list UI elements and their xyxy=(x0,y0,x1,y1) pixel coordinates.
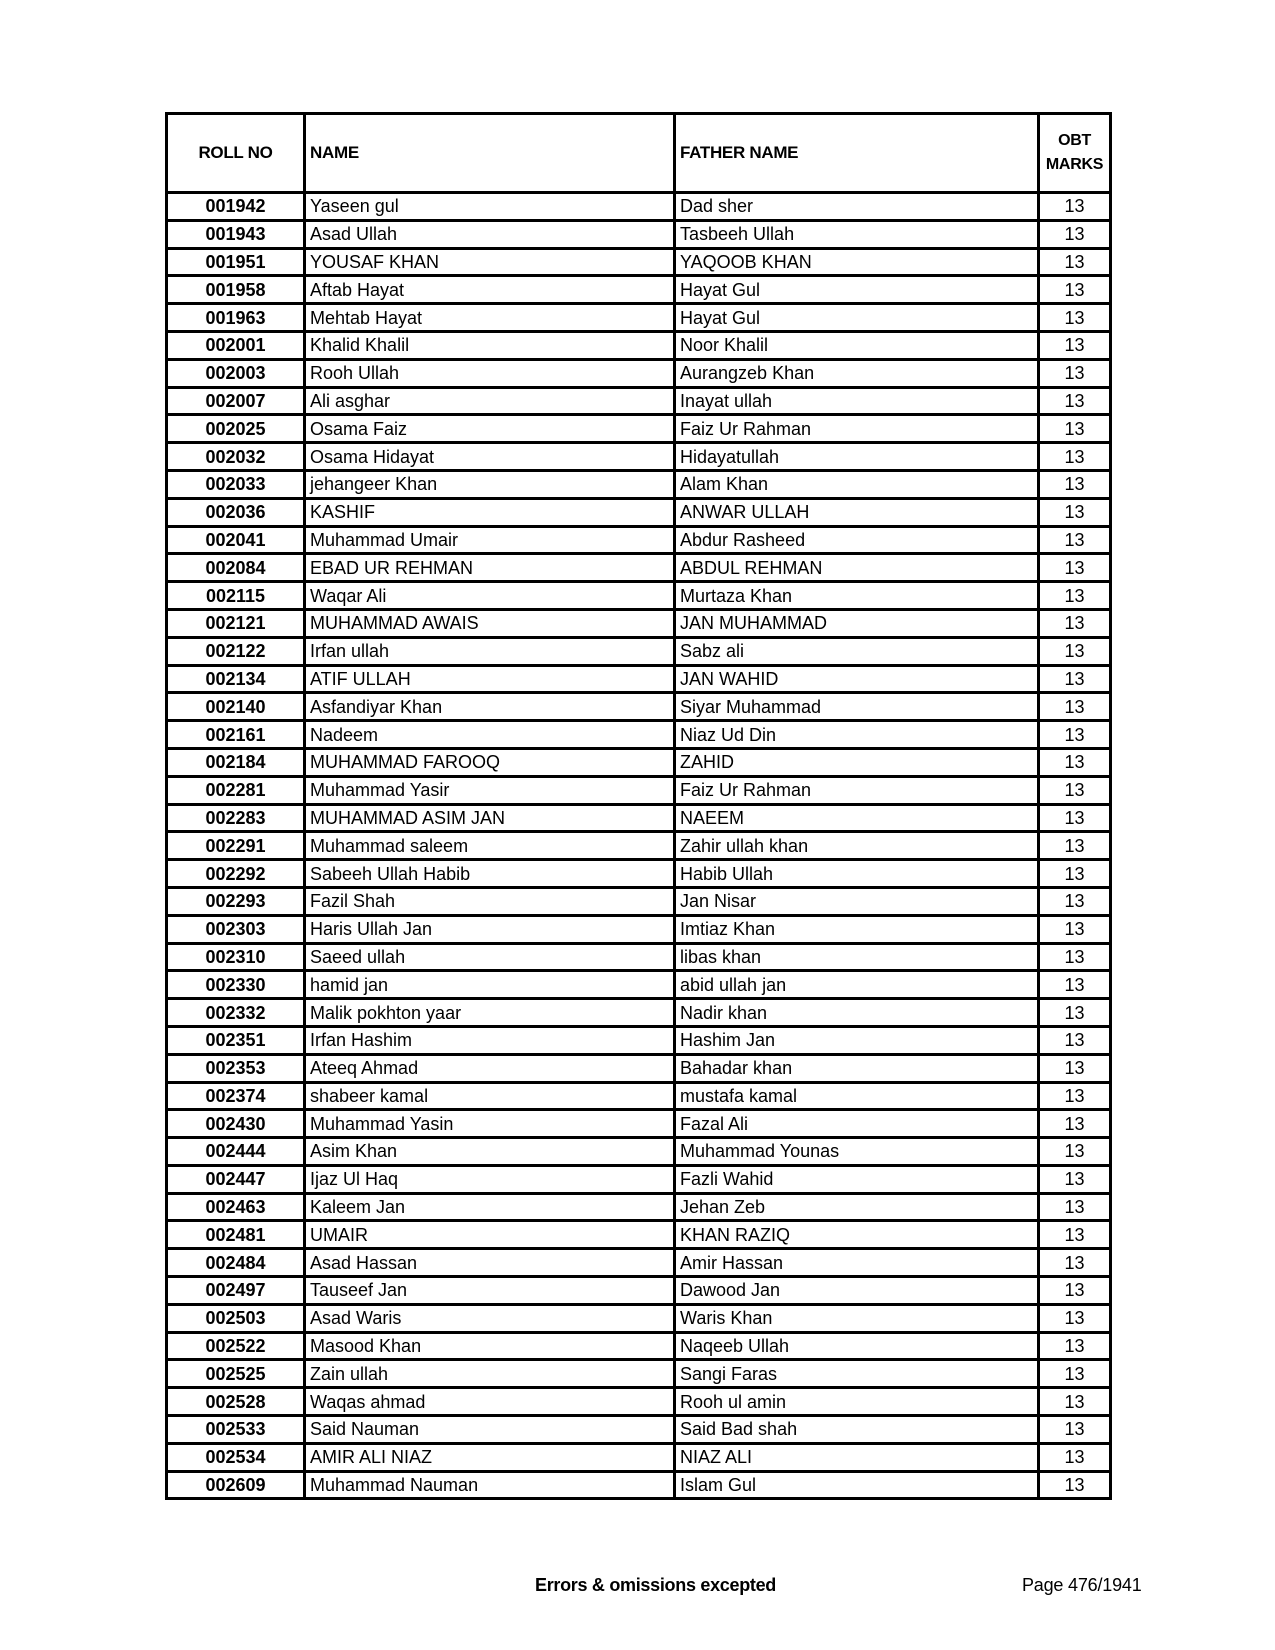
roll-no-cell: 002609 xyxy=(167,1471,305,1499)
roll-no-cell: 002351 xyxy=(167,1026,305,1054)
roll-no-cell: 002484 xyxy=(167,1249,305,1277)
father-name-cell: NAEEM xyxy=(675,804,1039,832)
father-name-cell: Rooh ul amin xyxy=(675,1388,1039,1416)
table-row xyxy=(167,1082,1111,1110)
father-name-cell: abid ullah jan xyxy=(675,971,1039,999)
table-row xyxy=(167,1221,1111,1249)
table-row xyxy=(167,1026,1111,1054)
marks-cell: 13 xyxy=(1039,776,1111,804)
roll-no-cell: 002036 xyxy=(167,498,305,526)
table-row xyxy=(167,1471,1111,1499)
name-cell: Kaleem Jan xyxy=(305,1193,675,1221)
name-cell: Yaseen gul xyxy=(305,193,675,221)
name-cell: Mehtab Hayat xyxy=(305,304,675,332)
father-name-cell: Aurangzeb Khan xyxy=(675,359,1039,387)
father-name-cell: Hayat Gul xyxy=(675,304,1039,332)
father-name-cell: Noor Khalil xyxy=(675,331,1039,359)
roll-no-cell: 002303 xyxy=(167,915,305,943)
name-cell: Aftab Hayat xyxy=(305,276,675,304)
roll-no-cell: 002140 xyxy=(167,693,305,721)
marks-cell: 13 xyxy=(1039,1443,1111,1471)
father-name-cell: Jehan Zeb xyxy=(675,1193,1039,1221)
table-row xyxy=(167,999,1111,1027)
marks-cell: 13 xyxy=(1039,387,1111,415)
father-name-cell: Fazal Ali xyxy=(675,1110,1039,1138)
father-name-cell: Tasbeeh Ullah xyxy=(675,220,1039,248)
name-cell: Asad Hassan xyxy=(305,1249,675,1277)
father-name-cell: Fazli Wahid xyxy=(675,1165,1039,1193)
name-cell: AMIR ALI NIAZ xyxy=(305,1443,675,1471)
table-row xyxy=(167,776,1111,804)
father-name-cell: Dawood Jan xyxy=(675,1277,1039,1305)
name-cell: MUHAMMAD FAROOQ xyxy=(305,748,675,776)
table-row xyxy=(167,331,1111,359)
header-roll-no: ROLL NO xyxy=(167,114,305,193)
roll-no-cell: 002503 xyxy=(167,1304,305,1332)
father-name-cell: Amir Hassan xyxy=(675,1249,1039,1277)
name-cell: Fazil Shah xyxy=(305,887,675,915)
table-row xyxy=(167,1054,1111,1082)
name-cell: Asad Waris xyxy=(305,1304,675,1332)
marks-cell: 13 xyxy=(1039,1388,1111,1416)
marks-cell: 13 xyxy=(1039,860,1111,888)
roll-no-cell: 002481 xyxy=(167,1221,305,1249)
father-name-cell: Sabz ali xyxy=(675,637,1039,665)
name-cell: Saeed ullah xyxy=(305,943,675,971)
roll-no-cell: 002007 xyxy=(167,387,305,415)
marks-cell: 13 xyxy=(1039,1277,1111,1305)
father-name-cell: JAN MUHAMMAD xyxy=(675,609,1039,637)
roll-no-cell: 001951 xyxy=(167,248,305,276)
marks-cell: 13 xyxy=(1039,1138,1111,1166)
father-name-cell: NIAZ ALI xyxy=(675,1443,1039,1471)
father-name-cell: Niaz Ud Din xyxy=(675,721,1039,749)
table-row xyxy=(167,1360,1111,1388)
table-row xyxy=(167,804,1111,832)
roll-no-cell: 002525 xyxy=(167,1360,305,1388)
name-cell: Zain ullah xyxy=(305,1360,675,1388)
father-name-cell: ANWAR ULLAH xyxy=(675,498,1039,526)
table-row xyxy=(167,498,1111,526)
marks-cell: 13 xyxy=(1039,193,1111,221)
roll-no-cell: 001942 xyxy=(167,193,305,221)
table-row xyxy=(167,248,1111,276)
roll-no-cell: 002497 xyxy=(167,1277,305,1305)
name-cell: MUHAMMAD AWAIS xyxy=(305,609,675,637)
name-cell: shabeer kamal xyxy=(305,1082,675,1110)
roll-no-cell: 002134 xyxy=(167,665,305,693)
marks-cell: 13 xyxy=(1039,971,1111,999)
father-name-cell: JAN WAHID xyxy=(675,665,1039,693)
name-cell: KASHIF xyxy=(305,498,675,526)
roll-no-cell: 002332 xyxy=(167,999,305,1027)
roll-no-cell: 002033 xyxy=(167,470,305,498)
header-obt-marks-line2: MARKS xyxy=(1045,156,1104,173)
roll-no-cell: 002291 xyxy=(167,832,305,860)
name-cell: jehangeer Khan xyxy=(305,470,675,498)
name-cell: Muhammad Umair xyxy=(305,526,675,554)
marks-cell: 13 xyxy=(1039,1082,1111,1110)
name-cell: Ali asghar xyxy=(305,387,675,415)
roll-no-cell: 002374 xyxy=(167,1082,305,1110)
marks-cell: 13 xyxy=(1039,582,1111,610)
table-row xyxy=(167,887,1111,915)
roll-no-cell: 002430 xyxy=(167,1110,305,1138)
table-body xyxy=(167,193,1111,1499)
marks-cell: 13 xyxy=(1039,443,1111,471)
marks-cell: 13 xyxy=(1039,498,1111,526)
name-cell: Muhammad Nauman xyxy=(305,1471,675,1499)
roll-no-cell: 002003 xyxy=(167,359,305,387)
roll-no-cell: 002025 xyxy=(167,415,305,443)
table-row xyxy=(167,387,1111,415)
name-cell: Khalid Khalil xyxy=(305,331,675,359)
father-name-cell: Faiz Ur Rahman xyxy=(675,776,1039,804)
name-cell: Haris Ullah Jan xyxy=(305,915,675,943)
name-cell: Tauseef Jan xyxy=(305,1277,675,1305)
father-name-cell: Zahir ullah khan xyxy=(675,832,1039,860)
roll-no-cell: 002353 xyxy=(167,1054,305,1082)
roll-no-cell: 002041 xyxy=(167,526,305,554)
header-name: NAME xyxy=(305,114,675,193)
name-cell: YOUSAF KHAN xyxy=(305,248,675,276)
father-name-cell: Jan Nisar xyxy=(675,887,1039,915)
marks-cell: 13 xyxy=(1039,1332,1111,1360)
table-row xyxy=(167,1165,1111,1193)
marks-cell: 13 xyxy=(1039,1360,1111,1388)
marks-cell: 13 xyxy=(1039,526,1111,554)
table-row xyxy=(167,860,1111,888)
table-row xyxy=(167,304,1111,332)
marks-cell: 13 xyxy=(1039,554,1111,582)
name-cell: Ateeq Ahmad xyxy=(305,1054,675,1082)
name-cell: Muhammad Yasin xyxy=(305,1110,675,1138)
table-row xyxy=(167,443,1111,471)
father-name-cell: Inayat ullah xyxy=(675,387,1039,415)
results-table xyxy=(165,112,1112,1500)
page-number: Page 476/1941 xyxy=(1022,1575,1142,1595)
father-name-cell: Hidayatullah xyxy=(675,443,1039,471)
table-row xyxy=(167,665,1111,693)
roll-no-cell: 002115 xyxy=(167,582,305,610)
father-name-cell: Abdur Rasheed xyxy=(675,526,1039,554)
table-row xyxy=(167,1277,1111,1305)
name-cell: Nadeem xyxy=(305,721,675,749)
father-name-cell: Sangi Faras xyxy=(675,1360,1039,1388)
marks-cell: 13 xyxy=(1039,331,1111,359)
marks-cell: 13 xyxy=(1039,1416,1111,1444)
table-row xyxy=(167,832,1111,860)
father-name-cell: Murtaza Khan xyxy=(675,582,1039,610)
table-row xyxy=(167,693,1111,721)
father-name-cell: Nadir khan xyxy=(675,999,1039,1027)
father-name-cell: mustafa kamal xyxy=(675,1082,1039,1110)
father-name-cell: Siyar Muhammad xyxy=(675,693,1039,721)
table-row xyxy=(167,1249,1111,1277)
father-name-cell: KHAN RAZIQ xyxy=(675,1221,1039,1249)
marks-cell: 13 xyxy=(1039,1026,1111,1054)
marks-cell: 13 xyxy=(1039,943,1111,971)
roll-no-cell: 002184 xyxy=(167,748,305,776)
name-cell: Sabeeh Ullah Habib xyxy=(305,860,675,888)
roll-no-cell: 002463 xyxy=(167,1193,305,1221)
roll-no-cell: 002447 xyxy=(167,1165,305,1193)
table-row xyxy=(167,609,1111,637)
table-row xyxy=(167,721,1111,749)
roll-no-cell: 002534 xyxy=(167,1443,305,1471)
table-row xyxy=(167,971,1111,999)
father-name-cell: Islam Gul xyxy=(675,1471,1039,1499)
table-row xyxy=(167,359,1111,387)
name-cell: Asfandiyar Khan xyxy=(305,693,675,721)
name-cell: Irfan ullah xyxy=(305,637,675,665)
name-cell: Osama Hidayat xyxy=(305,443,675,471)
marks-cell: 13 xyxy=(1039,1304,1111,1332)
name-cell: ATIF ULLAH xyxy=(305,665,675,693)
father-name-cell: Dad sher xyxy=(675,193,1039,221)
roll-no-cell: 002283 xyxy=(167,804,305,832)
marks-cell: 13 xyxy=(1039,693,1111,721)
marks-cell: 13 xyxy=(1039,470,1111,498)
header-father-name: FATHER NAME xyxy=(675,114,1039,193)
marks-cell: 13 xyxy=(1039,609,1111,637)
father-name-cell: Alam Khan xyxy=(675,470,1039,498)
table-row xyxy=(167,1304,1111,1332)
table-row xyxy=(167,748,1111,776)
header-obt-marks xyxy=(1039,114,1111,193)
father-name-cell: Bahadar khan xyxy=(675,1054,1039,1082)
name-cell: Waqar Ali xyxy=(305,582,675,610)
father-name-cell: Hashim Jan xyxy=(675,1026,1039,1054)
father-name-cell: Imtiaz Khan xyxy=(675,915,1039,943)
father-name-cell: Waris Khan xyxy=(675,1304,1039,1332)
table-row xyxy=(167,1443,1111,1471)
name-cell: Irfan Hashim xyxy=(305,1026,675,1054)
name-cell: UMAIR xyxy=(305,1221,675,1249)
marks-cell: 13 xyxy=(1039,804,1111,832)
table-row xyxy=(167,1332,1111,1360)
table-row xyxy=(167,526,1111,554)
roll-no-cell: 002281 xyxy=(167,776,305,804)
name-cell: MUHAMMAD ASIM JAN xyxy=(305,804,675,832)
marks-cell: 13 xyxy=(1039,1054,1111,1082)
header-obt-marks-line1: OBT xyxy=(1058,132,1091,149)
father-name-cell: YAQOOB KHAN xyxy=(675,248,1039,276)
table-row xyxy=(167,943,1111,971)
father-name-cell: Habib Ullah xyxy=(675,860,1039,888)
name-cell: EBAD UR REHMAN xyxy=(305,554,675,582)
table-row xyxy=(167,220,1111,248)
table-row xyxy=(167,1193,1111,1221)
roll-no-cell: 002293 xyxy=(167,887,305,915)
father-name-cell: ZAHID xyxy=(675,748,1039,776)
roll-no-cell: 002161 xyxy=(167,721,305,749)
name-cell: Muhammad Yasir xyxy=(305,776,675,804)
table-row xyxy=(167,1416,1111,1444)
name-cell: Muhammad saleem xyxy=(305,832,675,860)
marks-cell: 13 xyxy=(1039,1221,1111,1249)
father-name-cell: ABDUL REHMAN xyxy=(675,554,1039,582)
name-cell: Asad Ullah xyxy=(305,220,675,248)
marks-cell: 13 xyxy=(1039,1110,1111,1138)
footer-note: Errors & omissions excepted xyxy=(535,1575,776,1595)
marks-cell: 13 xyxy=(1039,887,1111,915)
marks-cell: 13 xyxy=(1039,665,1111,693)
father-name-cell: Faiz Ur Rahman xyxy=(675,415,1039,443)
marks-cell: 13 xyxy=(1039,721,1111,749)
roll-no-cell: 002310 xyxy=(167,943,305,971)
name-cell: hamid jan xyxy=(305,971,675,999)
roll-no-cell: 002001 xyxy=(167,331,305,359)
roll-no-cell: 002292 xyxy=(167,860,305,888)
table-row xyxy=(167,554,1111,582)
name-cell: Asim Khan xyxy=(305,1138,675,1166)
name-cell: Ijaz Ul Haq xyxy=(305,1165,675,1193)
marks-cell: 13 xyxy=(1039,276,1111,304)
father-name-cell: libas khan xyxy=(675,943,1039,971)
marks-cell: 13 xyxy=(1039,220,1111,248)
header-row xyxy=(167,114,1111,193)
table-row xyxy=(167,276,1111,304)
marks-cell: 13 xyxy=(1039,359,1111,387)
father-name-cell: Muhammad Younas xyxy=(675,1138,1039,1166)
table-row xyxy=(167,915,1111,943)
name-cell: Osama Faiz xyxy=(305,415,675,443)
father-name-cell: Said Bad shah xyxy=(675,1416,1039,1444)
table-row xyxy=(167,1388,1111,1416)
roll-no-cell: 002032 xyxy=(167,443,305,471)
table-row xyxy=(167,1138,1111,1166)
marks-cell: 13 xyxy=(1039,1471,1111,1499)
marks-cell: 13 xyxy=(1039,915,1111,943)
table-row xyxy=(167,1110,1111,1138)
roll-no-cell: 002084 xyxy=(167,554,305,582)
roll-no-cell: 002533 xyxy=(167,1416,305,1444)
table-row xyxy=(167,193,1111,221)
marks-cell: 13 xyxy=(1039,637,1111,665)
roll-no-cell: 002528 xyxy=(167,1388,305,1416)
table-row xyxy=(167,415,1111,443)
name-cell: Waqas ahmad xyxy=(305,1388,675,1416)
marks-cell: 13 xyxy=(1039,1249,1111,1277)
roll-no-cell: 002122 xyxy=(167,637,305,665)
table-row xyxy=(167,582,1111,610)
father-name-cell: Naqeeb Ullah xyxy=(675,1332,1039,1360)
roll-no-cell: 001963 xyxy=(167,304,305,332)
roll-no-cell: 002522 xyxy=(167,1332,305,1360)
name-cell: Rooh Ullah xyxy=(305,359,675,387)
marks-cell: 13 xyxy=(1039,1193,1111,1221)
roll-no-cell: 001958 xyxy=(167,276,305,304)
marks-cell: 13 xyxy=(1039,748,1111,776)
name-cell: Masood Khan xyxy=(305,1332,675,1360)
marks-cell: 13 xyxy=(1039,304,1111,332)
marks-cell: 13 xyxy=(1039,999,1111,1027)
roll-no-cell: 002330 xyxy=(167,971,305,999)
roll-no-cell: 001943 xyxy=(167,220,305,248)
roll-no-cell: 002121 xyxy=(167,609,305,637)
marks-cell: 13 xyxy=(1039,832,1111,860)
name-cell: Malik pokhton yaar xyxy=(305,999,675,1027)
marks-cell: 13 xyxy=(1039,415,1111,443)
roll-no-cell: 002444 xyxy=(167,1138,305,1166)
table-row xyxy=(167,637,1111,665)
table-row xyxy=(167,470,1111,498)
marks-cell: 13 xyxy=(1039,248,1111,276)
name-cell: Said Nauman xyxy=(305,1416,675,1444)
marks-cell: 13 xyxy=(1039,1165,1111,1193)
father-name-cell: Hayat Gul xyxy=(675,276,1039,304)
